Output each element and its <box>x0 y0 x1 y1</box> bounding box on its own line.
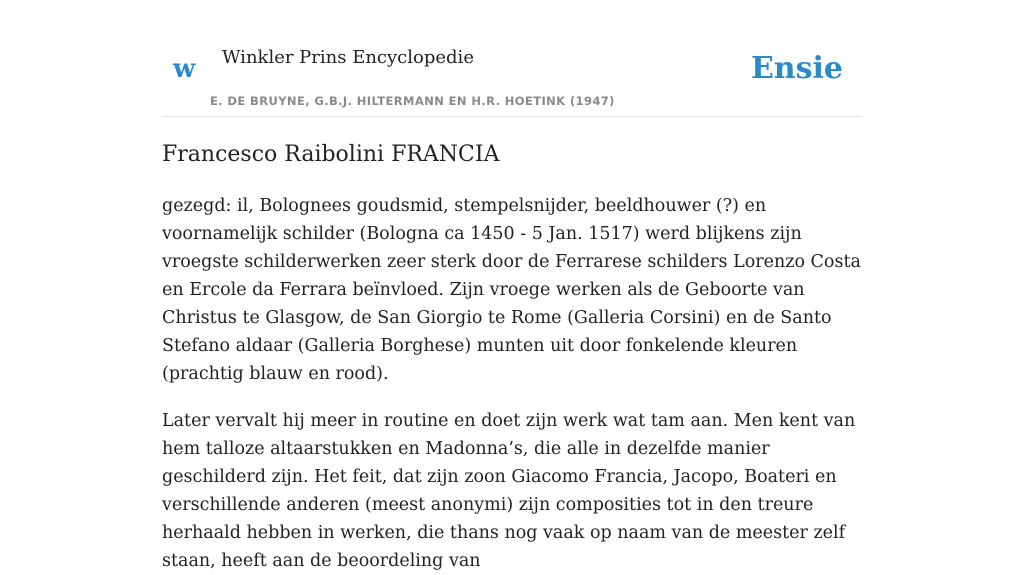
article <box>162 138 864 575</box>
article-title: Francesco Raibolini FRANCIA <box>162 142 500 167</box>
source-title[interactable]: Winkler Prins Encyclopedie <box>222 47 474 68</box>
source-authors: E. DE BRUYNE, G.B.J. HILTERMANN EN H.R. HOETINK (1947) <box>210 94 615 108</box>
article-paragraph: Later vervalt hij meer in routine en doet zijn werk wat tam aan. Men kent van hem talloze altaarstukken en Madonna’s, die alle in dezelfde manier geschilderd zijn. Het feit, dat zijn zoon Giacomo Francia, Jacopo, Boateri en verschillende anderen (meest anonymi) zijn composities tot in den treure herhaald hebben in werken, die thans nog vaak op naam van de meester zelf staan, heeft aan de beoordeling van <box>162 411 856 571</box>
source-header <box>162 0 862 117</box>
article-paragraph: gezegd: il, Bolognees goudsmid, stempelsnijder, beeldhouwer (?) en voornamelijk schilder (Bologna ca 1450 - 5 Jan. 1517) werd blijkens zijn vroegste schilderwerken zeer sterk door de Ferrarese schilders Lorenzo Costa en Ercole da Ferrara beïnvloed. Zijn vroege werken als de Geboorte van Christus te Glasgow, de San Giorgio te Rome (Galleria Corsini) en de Santo Stefano aldaar (Galleria Borghese) munten uit door fonkelende kleuren (prachtig blauw en rood). <box>162 196 861 384</box>
ensie-logo[interactable]: Ensie <box>750 51 843 86</box>
source-logo[interactable]: w <box>173 54 196 84</box>
